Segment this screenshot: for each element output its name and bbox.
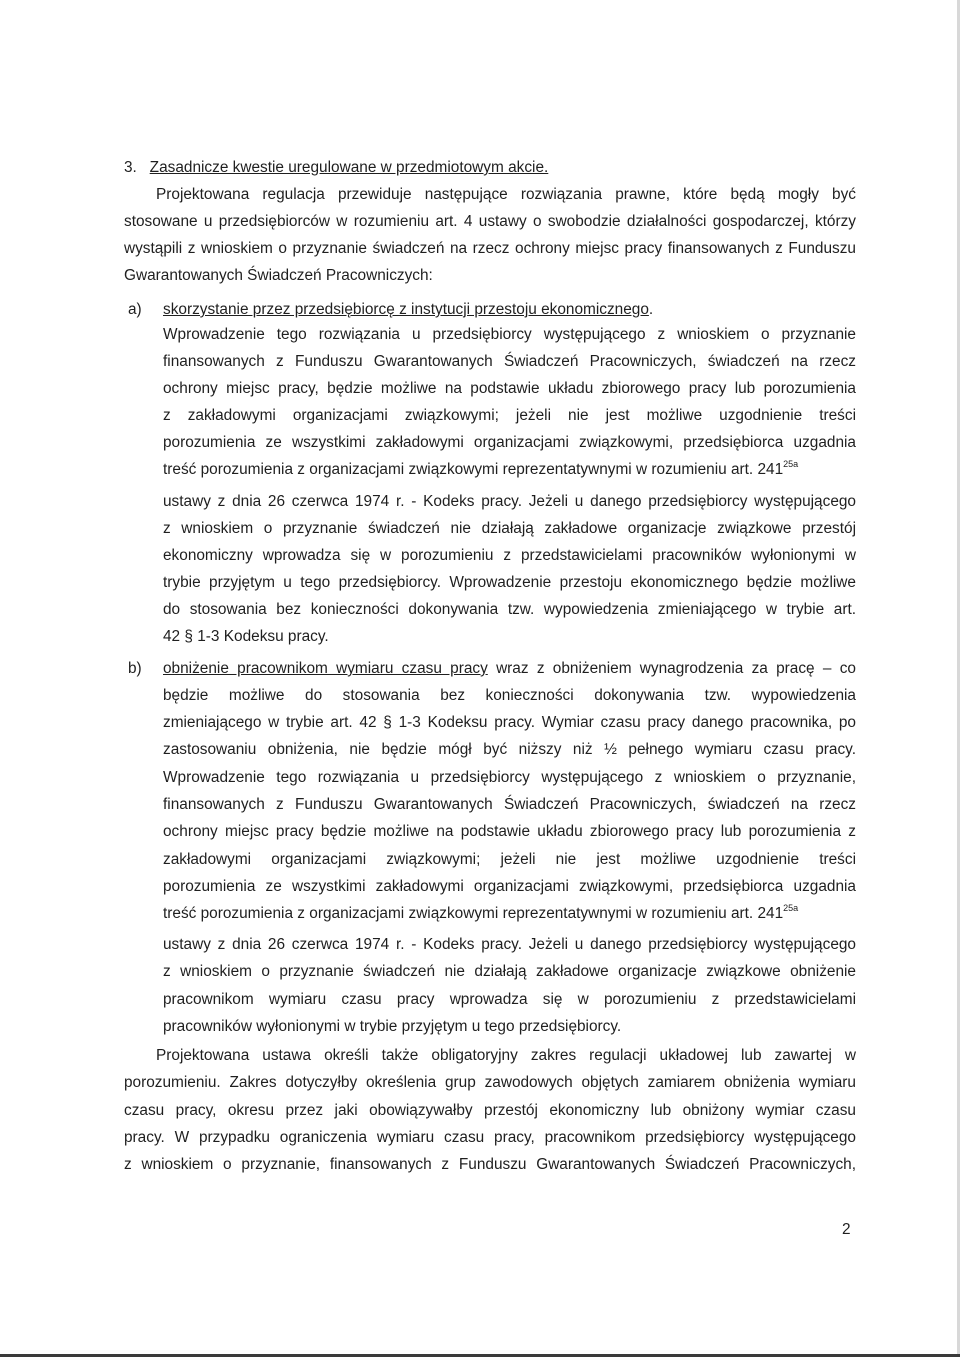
item-b-line: pracownikom wymiaru czasu pracy wprowadza się w porozumieniu z przedstawicielami [163,991,856,1008]
item-b-title-rest: wraz z obniżeniem wynagrodzenia za pracę – co [487,660,856,677]
intro-line: Gwarantowanych Świadczeń Pracowniczych: [124,267,433,284]
closing-line: pracy. W przypadku ograniczenia wymiaru czasu pracy, pracownikom przedsiębiorcy występującego [124,1129,856,1146]
item-a-line: z wnioskiem o przyznanie świadczeń nie działają zakładowe organizacje związkowe przestój [163,520,856,537]
item-a-line: do stosowania bez konieczności dokonywania tzw. wypowiedzenia zmieniającego w trybie art. [163,601,856,618]
item-a-line: trybie przyjętym u tego przedsiębiorcy. Wprowadzenie przestoju ekonomicznego będzie możliwe [163,574,856,591]
item-a-line: Wprowadzenie tego rozwiązania u przedsiębiorcy występującego z wnioskiem o przyznanie [163,326,856,343]
item-a-line: porozumienia ze wszystkimi zakładowymi organizacjami związkowymi, przedsiębiorca uzgadnia [163,434,856,451]
item-b-marker: b) [128,660,142,677]
item-a-line: finansowanych z Funduszu Gwarantowanych Świadczeń Pracowniczych, świadczeń na rzecz [163,353,856,370]
item-b-line: ustawy z dnia 26 czerwca 1974 r. - Kodeks pracy. Jeżeli u danego przedsiębiorcy występującego [163,936,856,953]
item-b-line: porozumienia ze wszystkimi zakładowymi organizacjami związkowymi, przedsiębiorca uzgadnia [163,878,856,895]
page-number: 2 [842,1221,851,1238]
item-a-art-line [163,460,798,480]
item-b-title: obniżenie pracownikom wymiaru czasu pracy [163,660,488,677]
closing-line: porozumieniu. Zakres dotyczyłby określenia grup zawodowych objętych zamiarem obniżenia wymiaru [124,1074,856,1091]
item-b-title-line [163,659,856,679]
closing-line: czasu pracy, okresu przez jaki obowiązywałby przestój ekonomiczny lub obniżony wymiar czasu [124,1102,856,1119]
item-a-art-text: treść porozumienia z organizacjami związkowymi reprezentatywnymi w rozumieniu art. 241 [163,461,784,478]
item-b-line: finansowanych z Funduszu Gwarantowanych Świadczeń Pracowniczych, świadczeń na rzecz [163,796,856,813]
item-b-art-line [163,904,798,924]
section-title: Zasadnicze kwestie uregulowane w przedmiotowym akcie. [149,159,549,176]
item-a-last-line: 42 § 1-3 Kodeksu pracy. [163,628,329,645]
item-a-line: ustawy z dnia 26 czerwca 1974 r. - Kodeks pracy. Jeżeli u danego przedsiębiorcy występującego [163,493,856,510]
item-a-line: ekonomiczny wprowadza się w porozumieniu z przedstawicielami pracowników wyłonionymi w [163,547,856,564]
item-a-marker: a) [128,301,142,318]
item-a-line: z zakładowymi organizacjami związkowymi; jeżeli nie jest możliwe uzgodnienie treści [163,407,856,424]
section-heading [124,158,548,178]
item-a-title [163,300,653,320]
item-b-line: zmieniającego w trybie art. 42 § 1-3 Kodeksu pracy. Wymiar czasu pracy danego pracownika, po [163,714,856,731]
item-b-art-text: treść porozumienia z organizacjami związkowymi reprezentatywnymi w rozumieniu art. 241 [163,905,784,922]
item-b-line: Wprowadzenie tego rozwiązania u przedsiębiorcy występującego z wnioskiem o przyznanie, [163,769,856,786]
section-number: 3. [124,159,137,176]
item-b-art-sup: 25a [783,903,799,913]
item-b-line: będzie możliwe do stosowania bez konieczności dokonywania tzw. wypowiedzenia [163,687,856,704]
item-a-title-end: . [648,301,654,318]
item-b-line: z wnioskiem o przyznanie świadczeń nie działają zakładowe organizacje związkowe obniżenie [163,963,856,980]
item-a-line: ochrony miejsc pracy, będzie możliwe na podstawie układu zbiorowego pracy lub porozumienia [163,380,856,397]
item-b-last-line: pracowników wyłonionymi w trybie przyjętym u tego przedsiębiorcy. [163,1018,622,1035]
item-b-line: ochrony miejsc pracy będzie możliwe na podstawie układu zbiorowego pracy lub porozumienia z [163,823,856,840]
intro-line: wystąpili z wnioskiem o przyznanie świadczeń na rzecz ochrony miejsc pracy finansowanych z Funduszu [124,240,856,257]
intro-line: Projektowana regulacja przewiduje następujące rozwiązania prawne, które będą mogły być [156,186,856,203]
item-a-title-text: skorzystanie przez przedsiębiorcę z instytucji przestoju ekonomicznego [163,301,649,318]
closing-line: Projektowana ustawa określi także obligatoryjny zakres regulacji układowej lub zawartej w [156,1047,856,1064]
closing-line: z wnioskiem o przyznanie, finansowanych z Funduszu Gwarantowanych Świadczeń Pracowniczych, [124,1156,856,1173]
item-b-line: zakładowymi organizacjami związkowymi; jeżeli nie jest możliwe uzgodnienie treści [163,851,856,868]
intro-line: stosowane u przedsiębiorców w rozumieniu art. 4 ustawy o swobodzie działalności gospodarczej, którzy [124,213,856,230]
item-b-line: zastosowaniu obniżenia, nie będzie mógł być niższy niż ½ pełnego wymiaru czasu pracy. [163,741,856,758]
item-a-art-sup: 25a [783,459,799,469]
